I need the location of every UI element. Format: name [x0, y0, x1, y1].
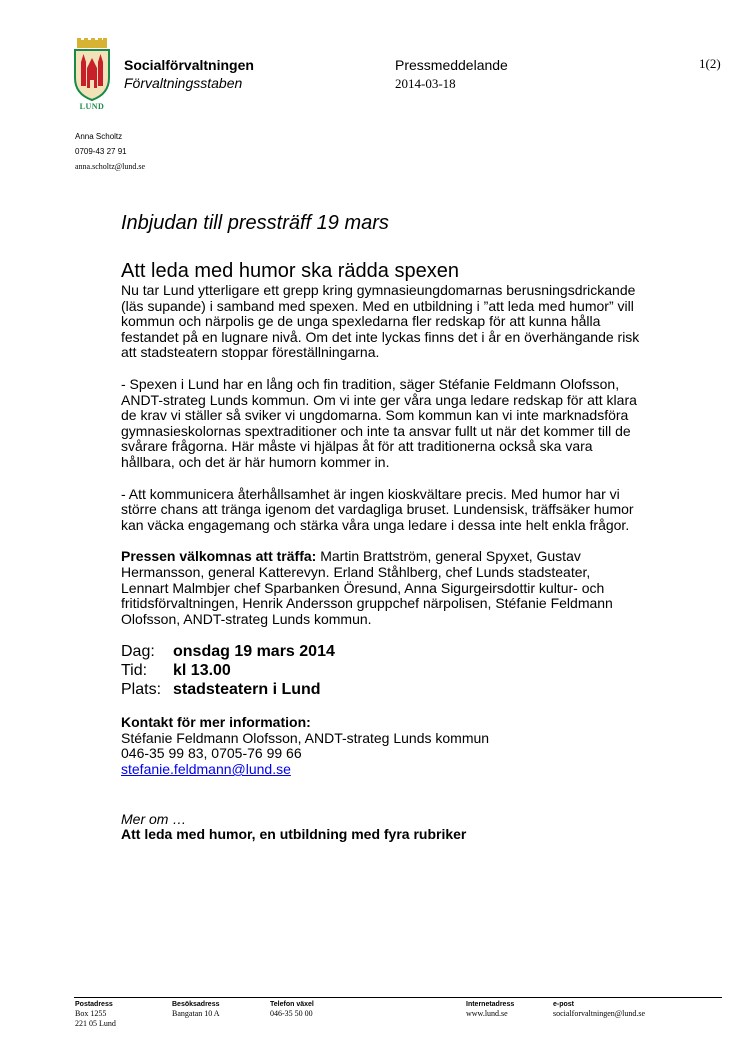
headline: Att leda med humor ska rädda spexen — [121, 260, 459, 282]
footer-phone-label: Telefon växel — [270, 1001, 314, 1008]
footer-email-value: socialforvaltningen@lund.se — [553, 1009, 646, 1018]
main-content — [121, 210, 641, 843]
footer-visit — [172, 1000, 220, 1019]
footer-web-label: Internetadress — [466, 1001, 515, 1008]
event-place — [121, 680, 641, 699]
contact-phones: 046-35 99 83, 0705-76 99 66 — [121, 745, 302, 762]
more-about — [121, 812, 641, 843]
more-title: Att leda med humor, en utbildning med fyra rubriker — [121, 826, 467, 843]
footer-postal — [75, 1000, 116, 1029]
footer-postal-line2: 221 05 Lund — [75, 1019, 116, 1028]
footer-web — [466, 1000, 514, 1019]
event-details — [121, 642, 641, 699]
footer-postal-line1: Box 1255 — [75, 1009, 107, 1018]
city-crest-icon — [72, 38, 112, 102]
footer-web-value: www.lund.se — [466, 1009, 508, 1018]
contact-block — [121, 715, 641, 777]
sender-phone: 0709-43 27 91 — [75, 147, 127, 156]
document-date: 2014-03-18 — [395, 76, 456, 91]
footer-visit-label: Besöksadress — [172, 1001, 220, 1008]
org-name: Socialförvaltningen — [124, 57, 254, 73]
footer-phone-value: 046-35 50 00 — [270, 1009, 313, 1018]
sender-name: Anna Scholtz — [75, 132, 123, 141]
event-place-label: Plats: — [121, 681, 162, 699]
event-day-value: onsdag 19 mars 2014 — [173, 643, 335, 661]
footer-email-label: e-post — [553, 1001, 574, 1008]
event-time-label: Tid: — [121, 662, 148, 680]
footer-divider — [74, 997, 722, 998]
organization — [124, 56, 254, 92]
event-day — [121, 642, 641, 661]
sender-info — [75, 129, 145, 174]
footer-phone — [270, 1000, 314, 1019]
org-unit: Förvaltningsstaben — [124, 75, 243, 91]
footer-postal-label: Postadress — [75, 1001, 113, 1008]
contact-person: Stéfanie Feldmann Olofsson, ANDT-strateg Lunds kommun — [121, 729, 490, 746]
contact-email-link[interactable]: stefanie.feldmann@lund.se — [121, 761, 291, 778]
footer-email — [553, 1000, 645, 1019]
more-intro: Mer om … — [121, 810, 187, 827]
paragraph-intro: Nu tar Lund ytterligare ett grepp kring gymnasieungdomarnas berusningsdrickande (läs supande) i samband med spexen. Med en utbildning i ”att leda med humor” vill kommun och närpolis ge de unga spexledarna fler redskap för att kunna hålla festandet på en lugnare nivå. Om det inte lyckas finns det i år en överhängande risk att stadsteatern stoppar föreställningarna. — [121, 282, 640, 361]
press-text: Martin Brattström, general Spyxet, Gustav Hermansson, general Katterevyn. Erland Ståhlberg, chef Lunds stadsteater, Lennart Malmbjer chef Sparbanken Öresund, Anna Sigurgeirsdottir kultur- och fritidsförvaltningen, Henrik Andersson gruppchef närpolisen, Stéfanie Feldmann Olofsson, ANDT-strateg Lunds kommun. — [121, 548, 613, 627]
subtitle: Inbjudan till pressträff 19 mars — [121, 212, 389, 234]
footer-visit-value: Bangatan 10 A — [172, 1009, 220, 1018]
paragraph-humor: - Att kommunicera återhållsamhet är ingen kioskvältare precis. Med humor har vi större chans att tränga igenom det vardagliga bruset. Lundensisk, träffsäker humor kan väcka engagemang och stärka våra unga ledare i dessa inte helt enkla frågor. — [121, 485, 634, 533]
paragraph-quote: - Spexen i Lund har en lång och fin tradition, säger Stéfanie Feldmann Olofsson, ANDT-strateg Lunds kommun. Om vi inte ger våra unga ledare redskap för att klara de krav vi ställer så sviker vi ungdomarna. Som kommun kan vi inte marknadsföra gymnasieskolornas spextraditioner och inte ta ansvar fullt ut när det kommer till de svårare frågorna. Här måste vi hjälpas åt för att traditionerna också ska vara hållbara, och det är här humorn kommer in. — [121, 375, 637, 470]
contact-heading: Kontakt för mer information: — [121, 714, 311, 731]
press-lead: Pressen välkomnas att träffa: — [121, 548, 317, 565]
event-place-value: stadsteatern i Lund — [173, 681, 321, 699]
event-time-value: kl 13.00 — [173, 662, 231, 680]
logo-text: LUND — [79, 102, 105, 111]
event-day-label: Dag: — [121, 643, 155, 661]
page-number: 1(2) — [699, 56, 721, 71]
lund-logo — [72, 38, 112, 114]
document-type: Pressmeddelande — [395, 57, 508, 73]
event-time — [121, 661, 641, 680]
sender-email: anna.scholtz@lund.se — [75, 162, 146, 171]
paragraph-press — [121, 549, 641, 627]
